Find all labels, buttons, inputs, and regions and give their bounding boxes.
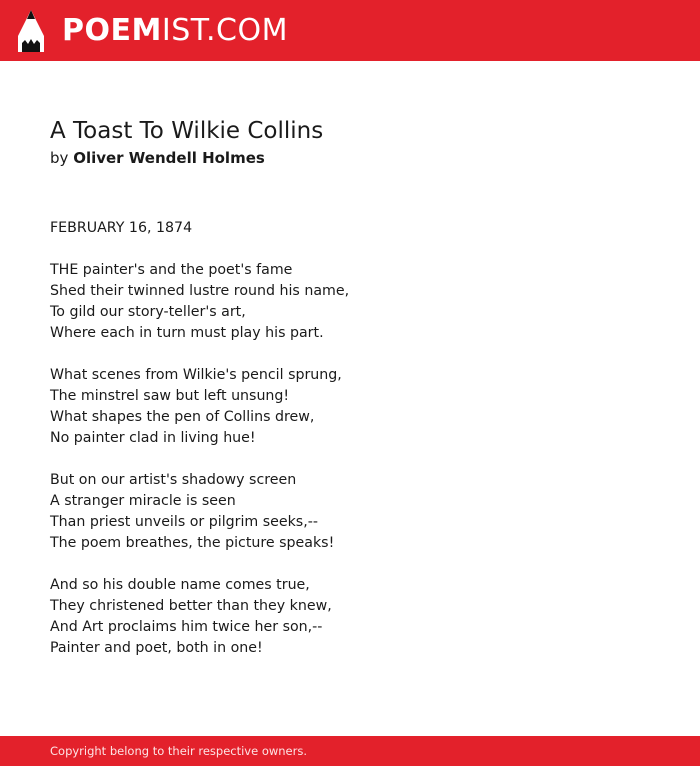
copyright-notice: Copyright belong to their respective owners. (50, 744, 308, 758)
poem-title: A Toast To Wilkie Collins (50, 118, 324, 144)
brand-light-text: IST.COM (161, 13, 288, 48)
byline-prefix: by (50, 149, 69, 167)
site-header (0, 0, 700, 61)
pencil-tip-icon (18, 10, 44, 52)
poem-line: Painter and poet, both in one! (50, 640, 263, 656)
poem-byline (50, 147, 670, 169)
poem-line: What shapes the pen of Collins drew, (50, 409, 315, 425)
poem-line: No painter clad in living hue! (50, 430, 256, 446)
poem-line: What scenes from Wilkie's pencil sprung, (50, 367, 342, 383)
poem-line: THE painter's and the poet's fame (50, 262, 293, 278)
poem-dateline (50, 218, 670, 239)
poem-stanza (50, 365, 670, 449)
poem-line: A stranger miracle is seen (50, 493, 236, 509)
poem-line: But on our artist's shadowy screen (50, 472, 297, 488)
poem-line: FEBRUARY 16, 1874 (50, 220, 193, 236)
site-footer (0, 736, 700, 766)
poem-stanza (50, 260, 670, 344)
poem-line: Where each in turn must play his part. (50, 325, 324, 341)
poem-line: Shed their twinned lustre round his name, (50, 283, 350, 299)
site-brand (62, 0, 288, 61)
poem-line: The poem breathes, the picture speaks! (50, 535, 335, 551)
poem-line: And so his double name comes true, (50, 577, 310, 593)
poem-line: The minstrel saw but left unsung! (50, 388, 290, 404)
site-logo-link[interactable] (0, 0, 288, 61)
poem-stanza (50, 575, 670, 659)
poem-line: They christened better than they knew, (50, 598, 332, 614)
brand-bold-text: POEM (62, 13, 162, 48)
poem-content (50, 116, 670, 680)
poem-line: Than priest unveils or pilgrim seeks,-- (50, 514, 318, 530)
poem-author: Oliver Wendell Holmes (73, 149, 265, 167)
poem-line: And Art proclaims him twice her son,-- (50, 619, 323, 635)
poem-line: To gild our story-teller's art, (50, 304, 246, 320)
poem-stanza (50, 470, 670, 554)
poem-body (50, 218, 670, 659)
